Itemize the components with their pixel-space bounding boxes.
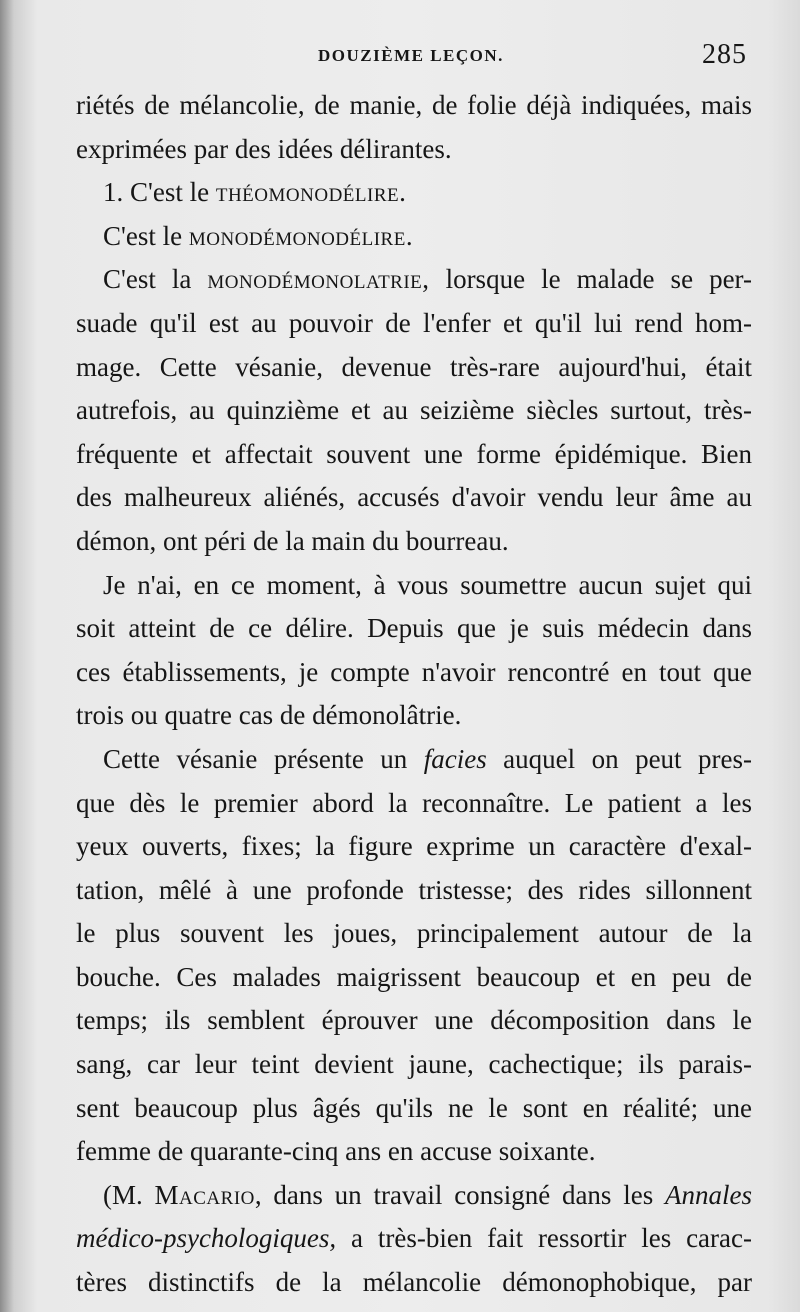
- line-text: lorsque le malade se per-: [429, 264, 752, 295]
- text-line: ces établissements, je compte n'avoir rencontré en tout que: [76, 656, 752, 687]
- text-line: le plus souvent les joues, principalement autour de la: [76, 918, 752, 949]
- text-line: autrefois, au quinzième et au seizième siècles surtout, très-: [76, 395, 752, 426]
- running-head: DOUZIÈME LEÇON.: [318, 46, 504, 65]
- line-text: , dans un travail consigné dans les: [254, 1179, 665, 1210]
- page-number: 285: [702, 39, 747, 70]
- text-line: [76, 215, 752, 259]
- text-line: trois ou quatre cas de démonolâtrie.: [76, 700, 462, 731]
- journal-title-italic: Annales: [665, 1179, 752, 1210]
- text-line: des malheureux aliénés, accusés d'avoir vendu leur âme au: [76, 482, 752, 513]
- line-text: (M.: [103, 1179, 155, 1210]
- text-line: que dès le premier abord la reconnaître. Le patient a les: [76, 787, 752, 818]
- text-line: sang, car leur teint devient jaune, cachectique; ils parais-: [76, 1049, 752, 1080]
- text-line: mage. Cette vésanie, devenue très-rare aujourd'hui, était: [76, 351, 752, 382]
- page-header: [14, 39, 800, 74]
- text-line: [76, 258, 752, 302]
- text-line: bouche. Ces malades maigrissent beaucoup et en peu de: [76, 961, 752, 992]
- text-line: [76, 1174, 752, 1218]
- term-small-caps: monodémonolatrie,: [207, 264, 430, 295]
- text-line: démon, ont péri de la main du bourreau.: [76, 525, 509, 556]
- text-line: temps; ils semblent éprouver une décomposition dans le: [76, 1005, 752, 1036]
- text-line: [76, 738, 752, 782]
- line-text: auquel on peut pres-: [486, 743, 752, 774]
- text-line: exprimées par des idées délirantes.: [76, 133, 452, 164]
- text-line: [76, 171, 752, 215]
- page-binding-shadow: [0, 0, 14, 1312]
- term-small-caps: théomonodélire.: [215, 177, 407, 208]
- author-small-caps: Macario: [154, 1179, 255, 1210]
- text-line: tation, mêlé à une profonde tristesse; des rides sillonnent: [76, 874, 752, 905]
- book-page: [14, 0, 800, 1312]
- text-line: soit atteint de ce délire. Depuis que je suis médecin dans: [76, 613, 752, 644]
- text-line: riétés de mélancolie, de manie, de folie déjà indiquées, mais: [76, 90, 752, 120]
- line-text: C'est la: [103, 264, 208, 295]
- text-line: Je n'ai, en ce moment, à vous soumettre aucun sujet qui: [103, 569, 752, 600]
- text-line: yeux ouverts, fixes; la figure exprime un caractère d'exal-: [76, 831, 752, 862]
- line-text: a très-bien fait ressortir les carac-: [336, 1223, 752, 1254]
- term-small-caps: monodémonodélire.: [188, 220, 414, 251]
- body-text: [76, 84, 752, 1305]
- text-line: [76, 1217, 752, 1261]
- journal-title-italic: médico-psychologiques,: [76, 1223, 337, 1254]
- line-text: 1. C'est le: [103, 177, 216, 208]
- line-text: Cette vésanie présente un: [103, 743, 424, 774]
- text-line: tères distinctifs de la mélancolie démonophobique, par: [76, 1267, 752, 1298]
- text-line: femme de quarante-cinq ans en accuse soixante.: [76, 1136, 596, 1167]
- text-line: fréquente et affectait souvent une forme épidémique. Bien: [76, 438, 752, 469]
- term-italic: facies: [423, 743, 487, 774]
- text-line: suade qu'il est au pouvoir de l'enfer et qu'il lui rend hom-: [76, 307, 752, 338]
- text-line: sent beaucoup plus âgés qu'ils ne le sont en réalité; une: [76, 1092, 752, 1123]
- line-text: C'est le: [103, 220, 189, 251]
